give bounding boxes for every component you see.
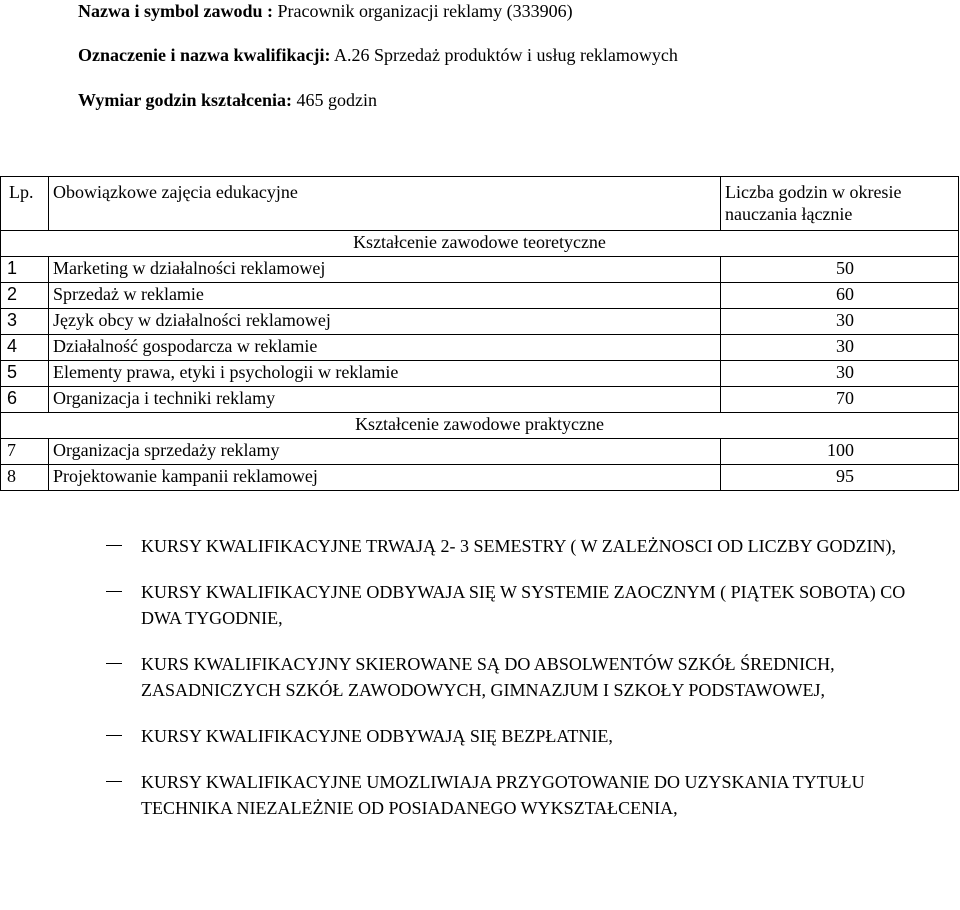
profession-label: Nazwa i symbol zawodu : xyxy=(78,1,274,21)
section-row-practice xyxy=(1,413,959,439)
col-header-subject: Obowiązkowe zajęcia edukacyjne xyxy=(49,177,721,231)
note-text: KURS KWALIFIKACYJNY SKIEROWANE SĄ DO ABSOLWENTÓW SZKÓŁ ŚREDNICH, ZASADNICZYCH SZKÓŁ ZAWODOWYCH, GIMNAZJUM I SZKOŁY PODSTAWOWEJ, xyxy=(141,654,835,700)
profession-value: Pracownik organizacji reklamy (333906) xyxy=(277,1,573,21)
qualification-value: A.26 Sprzedaż produktów i usług reklamowych xyxy=(333,45,678,65)
col-header-hours-line1: Liczba godzin w okresie xyxy=(725,182,902,202)
row-subject: Działalność gospodarcza w reklamie xyxy=(49,335,721,361)
list-item xyxy=(0,723,960,749)
col-header-lp: Lp. xyxy=(1,177,49,231)
row-subject: Sprzedaż w reklamie xyxy=(49,283,721,309)
row-subject: Projektowanie kampanii reklamowej xyxy=(49,465,721,491)
profession-line xyxy=(78,0,573,22)
hours-line xyxy=(78,89,377,111)
section-row-theory xyxy=(1,231,959,257)
list-item xyxy=(0,769,960,821)
table-row xyxy=(1,387,959,413)
table-row xyxy=(1,465,959,491)
table-row xyxy=(1,283,959,309)
table-header-row xyxy=(1,177,959,231)
table-row xyxy=(1,257,959,283)
curriculum-table xyxy=(0,176,959,491)
dash-bullet-icon xyxy=(106,781,122,782)
note-text: KURSY KWALIFIKACYJNE TRWAJĄ 2- 3 SEMESTRY ( W ZALEŻNOSCI OD LICZBY GODZIN), xyxy=(141,536,896,556)
dash-bullet-icon xyxy=(106,591,122,592)
table-row xyxy=(1,335,959,361)
hours-value: 465 godzin xyxy=(296,90,377,110)
row-number: 4 xyxy=(1,335,49,361)
row-number: 1 xyxy=(1,257,49,283)
row-number: 5 xyxy=(1,361,49,387)
row-hours: 30 xyxy=(721,309,959,335)
row-number: 2 xyxy=(1,283,49,309)
row-hours: 30 xyxy=(721,335,959,361)
note-text: KURSY KWALIFIKACYJNE UMOZLIWIAJA PRZYGOTOWANIE DO UZYSKANIA TYTUŁU TECHNIKA NIEZALEŻNIE OD POSIADANEGO WYKSZTAŁCENIA, xyxy=(141,772,865,818)
row-number: 3 xyxy=(1,309,49,335)
list-item xyxy=(0,533,960,559)
table-row xyxy=(1,439,959,465)
row-subject: Elementy prawa, etyki i psychologii w reklamie xyxy=(49,361,721,387)
dash-bullet-icon xyxy=(106,663,122,664)
row-subject: Organizacja i techniki reklamy xyxy=(49,387,721,413)
row-hours: 100 xyxy=(721,439,959,465)
row-number: 8 xyxy=(1,465,49,491)
table-row xyxy=(1,309,959,335)
row-number: 6 xyxy=(1,387,49,413)
row-hours: 95 xyxy=(721,465,959,491)
list-item xyxy=(0,579,960,631)
row-hours: 70 xyxy=(721,387,959,413)
col-header-hours-line2: nauczania łącznie xyxy=(725,204,853,224)
col-header-hours xyxy=(721,177,959,231)
section-theory-title: Kształcenie zawodowe teoretyczne xyxy=(1,231,959,257)
list-item xyxy=(0,651,960,703)
row-hours: 30 xyxy=(721,361,959,387)
hours-label: Wymiar godzin kształcenia: xyxy=(78,90,292,110)
row-subject: Organizacja sprzedaży reklamy xyxy=(49,439,721,465)
note-text: KURSY KWALIFIKACYJNE ODBYWAJA SIĘ W SYSTEMIE ZAOCZNYM ( PIĄTEK SOBOTA) CO DWA TYGODNIE, xyxy=(141,582,906,628)
section-practice-title: Kształcenie zawodowe praktyczne xyxy=(1,413,959,439)
notes-list xyxy=(0,533,960,841)
row-hours: 60 xyxy=(721,283,959,309)
qualification-line xyxy=(78,44,678,66)
dash-bullet-icon xyxy=(106,545,122,546)
table-row xyxy=(1,361,959,387)
dash-bullet-icon xyxy=(106,735,122,736)
row-number: 7 xyxy=(1,439,49,465)
qualification-label: Oznaczenie i nazwa kwalifikacji: xyxy=(78,45,331,65)
row-subject: Język obcy w działalności reklamowej xyxy=(49,309,721,335)
note-text: KURSY KWALIFIKACYJNE ODBYWAJĄ SIĘ BEZPŁATNIE, xyxy=(141,726,613,746)
row-hours: 50 xyxy=(721,257,959,283)
row-subject: Marketing w działalności reklamowej xyxy=(49,257,721,283)
